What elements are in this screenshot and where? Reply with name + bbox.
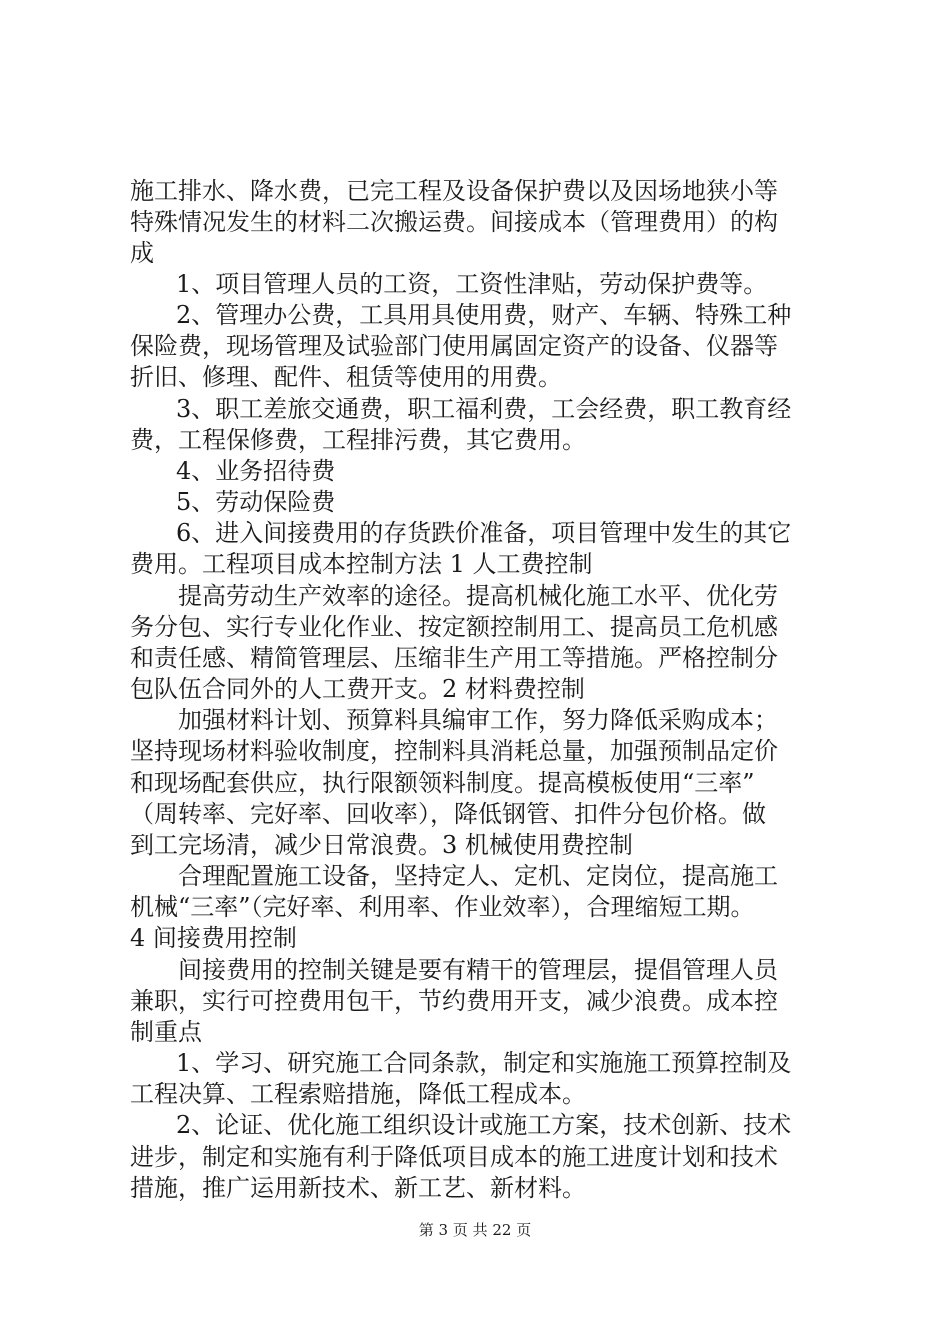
text-line: 保险费，现场管理及试验部门使用属固定资产的设备、仪器等 (130, 332, 778, 360)
text-line: 1、项目管理人员的工资，工资性津贴，劳动保护费等。 (176, 270, 768, 298)
text-line: 费，工程保修费，工程排污费，其它费用。 (130, 426, 586, 454)
text-line: 5、劳动保险费 (176, 488, 336, 516)
text-line: 务分包、实行专业化作业、按定额控制用工、提高员工危机感 (130, 613, 778, 641)
text-line: 4 间接费用控制 (130, 924, 297, 952)
text-line: 工程决算、工程索赔措施，降低工程成本。 (130, 1080, 586, 1108)
text-line: 坚持现场材料验收制度，控制料具消耗总量，加强预制品定价 (130, 737, 778, 765)
text-line: 包队伍合同外的人工费开支。2 材料费控制 (130, 675, 585, 703)
text-line: 3、职工差旅交通费，职工福利费，工会经费，职工教育经 (176, 395, 792, 423)
text-line: 折旧、修理、配件、租赁等使用的用费。 (130, 363, 562, 391)
text-line: 6、进入间接费用的存货跌价准备，项目管理中发生的其它 (176, 519, 792, 547)
text-line: 2、论证、优化施工组织设计或施工方案，技术创新、技术 (176, 1111, 792, 1139)
text-line: 特殊情况发生的材料二次搬运费。间接成本（管理费用）的构 (130, 208, 778, 236)
text-line: 成 (130, 239, 154, 267)
text-line: 施工排水、降水费，已完工程及设备保护费以及因场地狭小等 (130, 177, 778, 205)
text-line: 措施，推广运用新技术、新工艺、新材料。 (130, 1174, 586, 1202)
text-line: 2、管理办公费，工具用具使用费，财产、车辆、特殊工种 (176, 301, 792, 329)
text-line: 到工完场清，减少日常浪费。3 机械使用费控制 (130, 831, 633, 859)
text-line: 兼职，实行可控费用包干，节约费用开支，减少浪费。成本控 (130, 987, 778, 1015)
text-line: 费用。工程项目成本控制方法 1 人工费控制 (130, 550, 593, 578)
text-line: 间接费用的控制关键是要有精干的管理层，提倡管理人员 (178, 956, 778, 984)
text-line: 和现场配套供应，执行限额领料制度。提高模板使用“三率” (130, 769, 755, 797)
text-line: （周转率、完好率、回收率），降低钢管、扣件分包价格。做 (130, 800, 766, 828)
text-line: 4、业务招待费 (176, 457, 336, 485)
text-line: 和责任感、精简管理层、压缩非生产用工等措施。严格控制分 (130, 644, 778, 672)
page-footer: 第 3 页 共 22 页 (418, 1221, 532, 1239)
text-line: 加强材料计划、预算料具编审工作，努力降低采购成本； (178, 706, 778, 734)
text-line: 进步，制定和实施有利于降低项目成本的施工进度计划和技术 (130, 1143, 778, 1171)
text-line: 提高劳动生产效率的途径。提高机械化施工水平、优化劳 (178, 582, 778, 610)
text-line: 制重点 (130, 1018, 202, 1046)
text-line: 1、学习、研究施工合同条款，制定和实施施工预算控制及 (176, 1049, 792, 1077)
text-line: 机械“三率”（完好率、利用率、作业效率），合理缩短工期。 (130, 893, 755, 921)
text-line: 合理配置施工设备，坚持定人、定机、定岗位，提高施工 (178, 862, 778, 890)
